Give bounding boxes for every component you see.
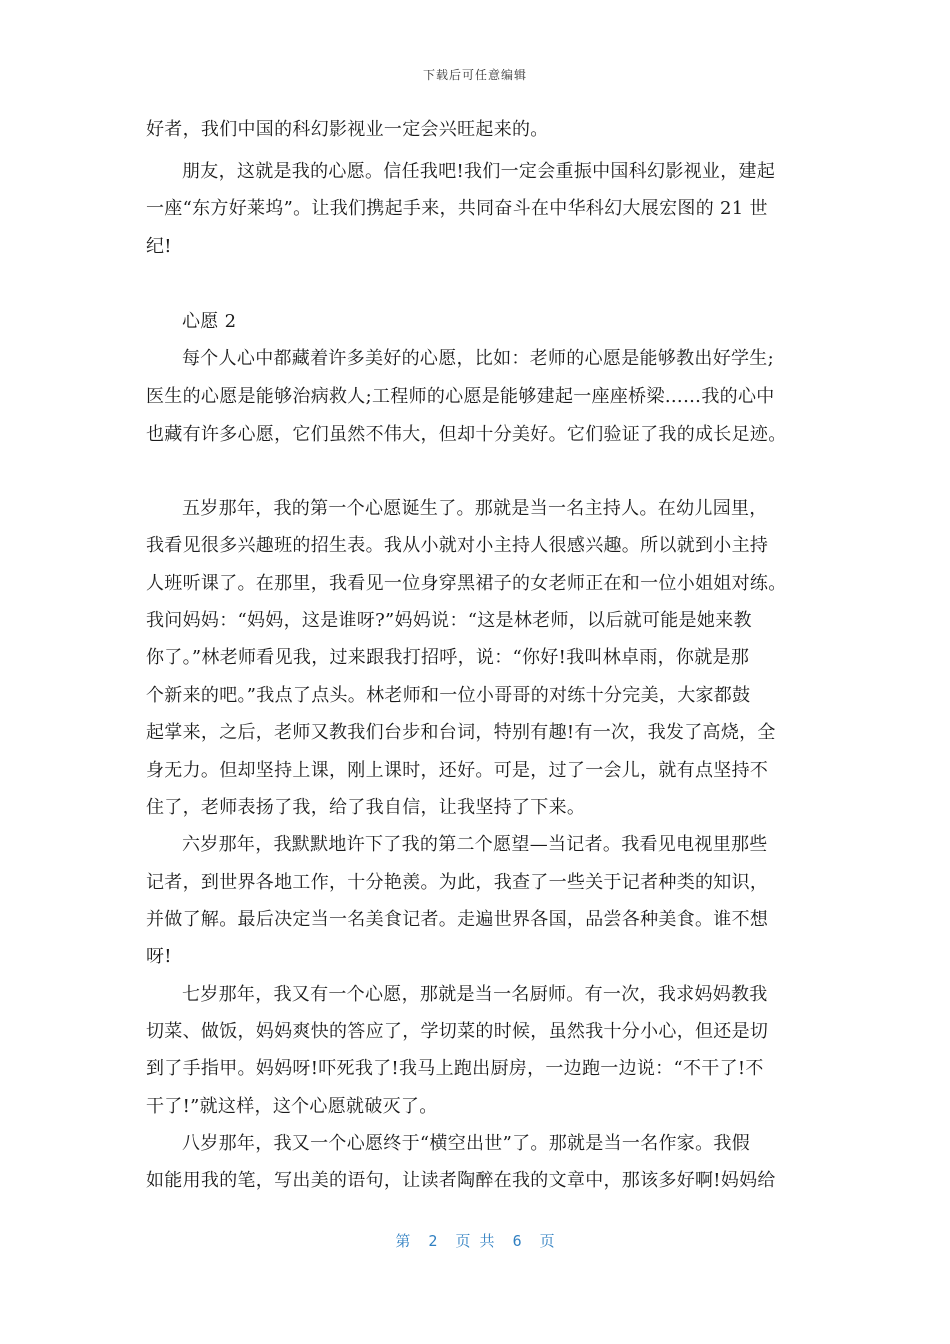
paragraph-first-line: 七岁那年，我又有一个心愿，那就是当一名厨师。有一次，我求妈妈教我 (182, 984, 768, 1005)
text-line: 身无力。但却坚持上课，刚上课时，还好。可是，过了一会儿，就有点坚持不 (146, 760, 769, 781)
paragraph-first-line: 六岁那年，我默默地许下了我的第二个愿望—当记者。我看见电视里那些 (182, 834, 768, 855)
text-line: 如能用我的笔，写出美的语句，让读者陶醉在我的文章中，那该多好啊!妈妈给 (146, 1170, 776, 1191)
text-line: 纪! (146, 236, 172, 257)
text-line: 你了。”林老师看见我，过来跟我打招呼，说：“你好!我叫林卓雨，你就是那 (146, 647, 750, 668)
text-line: 人班听课了。在那里，我看见一位身穿黑裙子的女老师正在和一位小姐姐对练。 (146, 573, 787, 594)
text-line: 我看见很多兴趣班的招生表。我从小就对小主持人很感兴趣。所以就到小主持 (146, 535, 769, 556)
text-line: 起掌来，之后，老师又教我们台步和台词，特别有趣!有一次，我发了高烧，全 (146, 722, 776, 743)
page-header: 下载后可任意编辑 (422, 68, 527, 82)
page-footer: 第 2 页 共 6 页 (395, 1232, 555, 1250)
paragraph-first-line: 五岁那年，我的第一个心愿诞生了。那就是当一名主持人。在幼儿园里， (182, 498, 768, 519)
text-line: 好者，我们中国的科幻影视业一定会兴旺起来的。 (146, 119, 549, 140)
paragraph-first-line: 每个人心中都藏着许多美好的心愿，比如：老师的心愿是能够教出好学生; (182, 348, 774, 369)
text-line: 切菜、做饭，妈妈爽快的答应了，学切菜的时候，虽然我十分小心，但还是切 (146, 1021, 769, 1042)
text-line: 一座“东方好莱坞”。让我们携起手来，共同奋斗在中华科幻大展宏图的 21 世 (146, 198, 768, 219)
text-line: 并做了解。最后决定当一名美食记者。走遍世界各国，品尝各种美食。谁不想 (146, 909, 769, 930)
text-line: 住了，老师表扬了我，给了我自信，让我坚持了下来。 (146, 797, 586, 818)
text-line: 记者，到世界各地工作，十分艳羡。为此，我查了一些关于记者种类的知识， (146, 872, 769, 893)
paragraph-first-line: 八岁那年，我又一个心愿终于“横空出世”了。那就是当一名作家。我假 (182, 1133, 751, 1154)
text-line: 到了手指甲。妈妈呀!吓死我了!我马上跑出厨房，一边跑一边说：“不干了!不 (146, 1058, 764, 1079)
text-line: 我问妈妈：“妈妈，这是谁呀?”妈妈说：“这是林老师，以后就可能是她来教 (146, 610, 752, 631)
paragraph-first-line: 朋友，这就是我的心愿。信任我吧!我们一定会重振中国科幻影视业，建起 (182, 161, 776, 182)
section-heading: 心愿 2 (182, 311, 237, 332)
text-line: 医生的心愿是能够治病救人;工程师的心愿是能够建起一座座桥梁……我的心中 (146, 386, 775, 407)
text-line: 也藏有许多心愿，它们虽然不伟大，但却十分美好。它们验证了我的成长足迹。 (146, 424, 787, 445)
text-line: 呀! (146, 946, 172, 967)
text-line: 干了!”就这样，这个心愿就破灭了。 (146, 1096, 438, 1117)
text-line: 个新来的吧。”我点了点头。林老师和一位小哥哥的对练十分完美，大家都鼓 (146, 685, 751, 706)
